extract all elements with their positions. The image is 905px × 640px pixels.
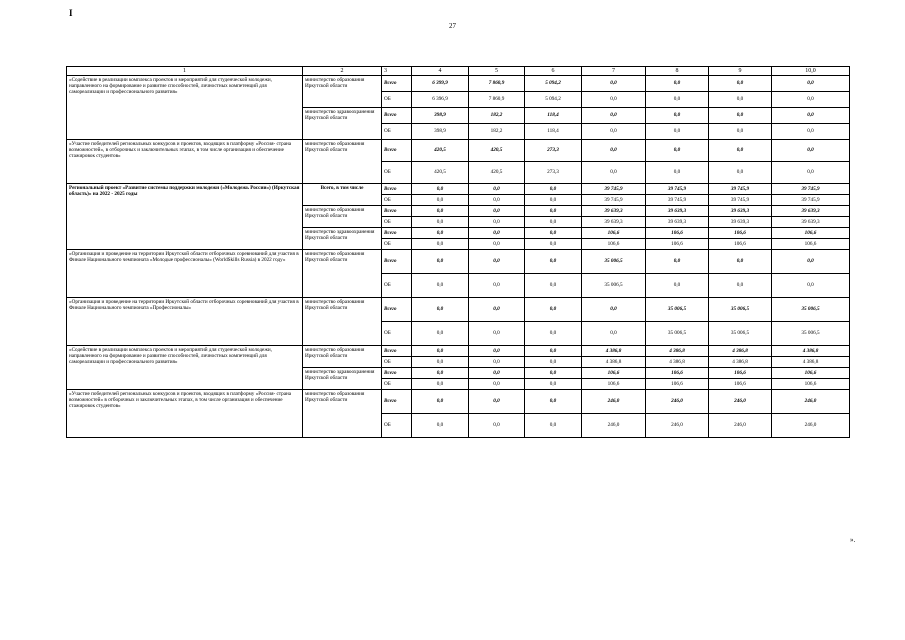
table-row: [67, 76, 850, 92]
funding-source: ОБ: [382, 414, 412, 438]
value-cell: 0,0: [582, 322, 646, 346]
activity-title: «Участие победителей региональных конкурсов и проектов, входящих в платформу «Россия- страна возможностей» в отборочных и заключительных этапах, в том числе организация и обеспечение стажировок студентов»: [67, 390, 303, 438]
value-cell: 4 386,8: [709, 357, 772, 368]
table-row: [67, 140, 850, 162]
value-cell: 0,0: [646, 162, 709, 184]
value-cell: 39 639,3: [646, 217, 709, 228]
value-cell: 0,0: [412, 228, 469, 239]
value-cell: 4 386,8: [772, 346, 850, 357]
value-cell: 0,0: [709, 124, 772, 140]
value-cell: 106,6: [772, 368, 850, 379]
value-cell: 0,0: [646, 124, 709, 140]
value-cell: 246,0: [772, 390, 850, 414]
executor-cell: Всего, в том числе: [303, 184, 382, 206]
value-cell: 0,0: [525, 298, 582, 322]
executor-cell: министерство здравоохранения Иркутской области: [303, 108, 382, 140]
value-cell: 39 745,9: [772, 195, 850, 206]
value-cell: 39 745,9: [646, 184, 709, 195]
funding-source: ОБ: [382, 124, 412, 140]
funding-source: Всего: [382, 206, 412, 217]
value-cell: 106,6: [582, 368, 646, 379]
funding-source: ОБ: [382, 239, 412, 250]
value-cell: 0,0: [469, 414, 525, 438]
funding-source: ОБ: [382, 379, 412, 390]
activity-title: «Участие победителей региональных конкурсов и проектов, входящих в платформу «Россия- страна возможностей», в отборочных и заключительных этапах, в том числе организация и обеспечение стажировок студентов»: [67, 140, 303, 184]
value-cell: 4 386,8: [646, 346, 709, 357]
value-cell: 35 006,5: [646, 298, 709, 322]
value-cell: 0,0: [772, 124, 850, 140]
activity-title: «Содействие в реализации комплекса проектов и мероприятий для студенческой молодежи, направленного на формирование и развитие способностей, личностных компетенций для самореализации и профессионального развития»: [67, 76, 303, 140]
value-cell: 0,0: [525, 217, 582, 228]
value-cell: 0,0: [412, 195, 469, 206]
executor-cell: министерство образования Иркутской области: [303, 76, 382, 108]
funding-source: ОБ: [382, 92, 412, 108]
header-row: [67, 67, 850, 76]
value-cell: 0,0: [412, 298, 469, 322]
value-cell: 39 745,9: [709, 195, 772, 206]
value-cell: 246,0: [772, 414, 850, 438]
value-cell: 6 396,9: [412, 92, 469, 108]
activity-title: «Содействие в реализации комплекса проектов и мероприятий для студенческой молодежи, направленного на формирование и развитие способностей, личностных компетенций для самореализации и профессионального развития»: [67, 346, 303, 390]
value-cell: 0,0: [582, 140, 646, 162]
value-cell: 0,0: [469, 298, 525, 322]
value-cell: 0,0: [582, 124, 646, 140]
funding-source: Всего: [382, 346, 412, 357]
value-cell: 246,0: [582, 414, 646, 438]
value-cell: 0,0: [525, 206, 582, 217]
funding-source: Всего: [382, 390, 412, 414]
value-cell: 0,0: [772, 274, 850, 298]
value-cell: 106,6: [709, 239, 772, 250]
header-cell: 7: [582, 67, 646, 76]
value-cell: 0,0: [772, 108, 850, 124]
value-cell: 106,6: [709, 228, 772, 239]
value-cell: 182,2: [469, 108, 525, 124]
value-cell: 0,0: [525, 346, 582, 357]
header-cell: 3: [382, 67, 412, 76]
value-cell: 182,2: [469, 124, 525, 140]
value-cell: 0,0: [582, 298, 646, 322]
value-cell: 0,0: [525, 228, 582, 239]
value-cell: 0,0: [412, 217, 469, 228]
value-cell: 273,3: [525, 140, 582, 162]
value-cell: 0,0: [525, 195, 582, 206]
header-cell: 1: [67, 67, 303, 76]
value-cell: 0,0: [469, 250, 525, 274]
value-cell: 0,0: [412, 322, 469, 346]
value-cell: 39 639,3: [646, 206, 709, 217]
table-body: [67, 67, 850, 438]
value-cell: 0,0: [412, 250, 469, 274]
executor-cell: министерство здравоохранения Иркутской области: [303, 228, 382, 250]
value-cell: 106,6: [709, 379, 772, 390]
value-cell: 0,0: [582, 76, 646, 92]
page-number: 27: [449, 22, 456, 30]
value-cell: 0,0: [525, 274, 582, 298]
value-cell: 0,0: [469, 379, 525, 390]
value-cell: 0,0: [525, 414, 582, 438]
value-cell: 35 006,5: [772, 298, 850, 322]
value-cell: 106,6: [582, 379, 646, 390]
value-cell: 0,0: [412, 414, 469, 438]
executor-cell: министерство образования Иркутской области: [303, 140, 382, 184]
funding-source: Всего: [382, 76, 412, 92]
value-cell: 106,6: [582, 239, 646, 250]
page-mark: I: [69, 8, 73, 18]
value-cell: 7 860,9: [469, 76, 525, 92]
value-cell: 246,0: [646, 390, 709, 414]
executor-cell: министерство образования Иркутской области: [303, 250, 382, 298]
table-row: [67, 250, 850, 274]
value-cell: 39 745,9: [772, 184, 850, 195]
value-cell: 39 745,9: [582, 184, 646, 195]
activity-title: «Организация и проведение на территории Иркутской области отборочных соревнований для участия в Финале Национального чемпионата «Профессионалы»: [67, 298, 303, 346]
value-cell: 0,0: [709, 108, 772, 124]
executor-cell: министерство образования Иркутской области: [303, 206, 382, 228]
value-cell: 0,0: [412, 390, 469, 414]
value-cell: 39 639,3: [709, 217, 772, 228]
value-cell: 0,0: [469, 206, 525, 217]
value-cell: 118,4: [525, 108, 582, 124]
funding-source: Всего: [382, 108, 412, 124]
funding-source: Всего: [382, 140, 412, 162]
funding-source: Всего: [382, 228, 412, 239]
header-cell: 8: [646, 67, 709, 76]
value-cell: 39 639,3: [772, 206, 850, 217]
value-cell: 35 006,5: [582, 274, 646, 298]
value-cell: 0,0: [772, 140, 850, 162]
funding-source: Всего: [382, 368, 412, 379]
value-cell: 0,0: [772, 250, 850, 274]
value-cell: 420,5: [412, 140, 469, 162]
value-cell: 0,0: [469, 322, 525, 346]
value-cell: 0,0: [525, 357, 582, 368]
value-cell: 4 386,8: [646, 357, 709, 368]
value-cell: 0,0: [646, 108, 709, 124]
executor-cell: министерство образования Иркутской области: [303, 390, 382, 438]
value-cell: 0,0: [709, 274, 772, 298]
value-cell: 4 386,8: [772, 357, 850, 368]
value-cell: 0,0: [412, 274, 469, 298]
value-cell: 0,0: [412, 357, 469, 368]
executor-cell: министерство здравоохранения Иркутской области: [303, 368, 382, 390]
funding-source: Всего: [382, 250, 412, 274]
value-cell: 0,0: [772, 76, 850, 92]
value-cell: 0,0: [412, 239, 469, 250]
value-cell: 106,6: [646, 228, 709, 239]
value-cell: 0,0: [469, 390, 525, 414]
value-cell: 398,9: [412, 108, 469, 124]
value-cell: 39 745,9: [582, 195, 646, 206]
value-cell: 0,0: [525, 184, 582, 195]
funding-source: ОБ: [382, 195, 412, 206]
value-cell: 0,0: [469, 368, 525, 379]
value-cell: 106,6: [709, 368, 772, 379]
value-cell: 0,0: [709, 162, 772, 184]
value-cell: 106,6: [772, 239, 850, 250]
value-cell: 0,0: [412, 206, 469, 217]
value-cell: 0,0: [709, 250, 772, 274]
value-cell: 39 639,3: [709, 206, 772, 217]
value-cell: 118,4: [525, 124, 582, 140]
value-cell: 106,6: [646, 379, 709, 390]
value-cell: 0,0: [582, 162, 646, 184]
value-cell: 246,0: [582, 390, 646, 414]
header-cell: 10,0: [772, 67, 850, 76]
funding-source: ОБ: [382, 274, 412, 298]
value-cell: 0,0: [772, 92, 850, 108]
table-row: [67, 390, 850, 414]
value-cell: 0,0: [469, 217, 525, 228]
header-cell: 5: [469, 67, 525, 76]
value-cell: 0,0: [525, 368, 582, 379]
value-cell: 0,0: [469, 195, 525, 206]
value-cell: 0,0: [412, 368, 469, 379]
funding-source: ОБ: [382, 322, 412, 346]
header-cell: 2: [303, 67, 382, 76]
value-cell: 246,0: [646, 414, 709, 438]
value-cell: 0,0: [646, 250, 709, 274]
value-cell: 420,5: [469, 140, 525, 162]
value-cell: 0,0: [525, 250, 582, 274]
value-cell: 0,0: [525, 390, 582, 414]
header-cell: 9: [709, 67, 772, 76]
value-cell: 0,0: [709, 140, 772, 162]
table-row: [67, 346, 850, 357]
value-cell: 7 860,9: [469, 92, 525, 108]
table-row: [67, 184, 850, 195]
executor-cell: министерство образования Иркутской области: [303, 346, 382, 368]
funding-source: Всего: [382, 298, 412, 322]
value-cell: 0,0: [525, 379, 582, 390]
value-cell: 0,0: [525, 322, 582, 346]
value-cell: 5 094,2: [525, 92, 582, 108]
value-cell: 35 006,5: [709, 298, 772, 322]
value-cell: 246,0: [709, 414, 772, 438]
value-cell: 39 639,3: [582, 217, 646, 228]
funding-source: ОБ: [382, 357, 412, 368]
executor-cell: министерство образования Иркутской области: [303, 298, 382, 346]
value-cell: 0,0: [646, 76, 709, 92]
funding-source: ОБ: [382, 217, 412, 228]
header-cell: 4: [412, 67, 469, 76]
value-cell: 0,0: [469, 346, 525, 357]
value-cell: 0,0: [646, 140, 709, 162]
value-cell: 0,0: [646, 92, 709, 108]
value-cell: 273,3: [525, 162, 582, 184]
value-cell: 0,0: [412, 184, 469, 195]
value-cell: 35 006,5: [772, 322, 850, 346]
value-cell: 0,0: [469, 228, 525, 239]
value-cell: 106,6: [772, 228, 850, 239]
value-cell: 0,0: [525, 239, 582, 250]
value-cell: 420,5: [412, 162, 469, 184]
value-cell: 0,0: [582, 92, 646, 108]
value-cell: 39 745,9: [646, 195, 709, 206]
value-cell: 4 386,8: [582, 357, 646, 368]
value-cell: 0,0: [412, 379, 469, 390]
value-cell: 35 006,5: [709, 322, 772, 346]
value-cell: 0,0: [469, 357, 525, 368]
header-cell: 6: [525, 67, 582, 76]
value-cell: 106,6: [646, 368, 709, 379]
value-cell: 39 639,3: [772, 217, 850, 228]
value-cell: 398,9: [412, 124, 469, 140]
value-cell: 4 386,8: [709, 346, 772, 357]
value-cell: 0,0: [469, 184, 525, 195]
funding-source: Всего: [382, 184, 412, 195]
value-cell: 0,0: [646, 274, 709, 298]
value-cell: 4 386,8: [582, 346, 646, 357]
value-cell: 0,0: [582, 108, 646, 124]
value-cell: 0,0: [469, 239, 525, 250]
value-cell: 6 399,9: [412, 76, 469, 92]
value-cell: 39 745,9: [709, 184, 772, 195]
table-row: [67, 298, 850, 322]
value-cell: 0,0: [709, 92, 772, 108]
value-cell: 0,0: [469, 274, 525, 298]
value-cell: 35 006,5: [582, 250, 646, 274]
value-cell: 420,5: [469, 162, 525, 184]
activity-title: Региональный проект «Развитие системы поддержки молодежи («Молодежь России») (Иркутская область)» на 2022 - 2025 годы: [67, 184, 303, 250]
value-cell: 35 006,5: [646, 322, 709, 346]
value-cell: 106,6: [772, 379, 850, 390]
trailing-mark: ».: [850, 536, 856, 544]
value-cell: 106,6: [646, 239, 709, 250]
funding-source: ОБ: [382, 162, 412, 184]
activity-title: «Организация и проведение на территории Иркутской области отборочных соревнований для участия в Финале Национального чемпионата «Молодые профессионалы» (WorldSkills Russia) в 2022 году»: [67, 250, 303, 298]
value-cell: 0,0: [772, 162, 850, 184]
value-cell: 0,0: [709, 76, 772, 92]
budget-table: [66, 66, 850, 438]
value-cell: 106,6: [582, 228, 646, 239]
value-cell: 39 639,3: [582, 206, 646, 217]
value-cell: 0,0: [412, 346, 469, 357]
value-cell: 5 094,2: [525, 76, 582, 92]
value-cell: 246,0: [709, 390, 772, 414]
